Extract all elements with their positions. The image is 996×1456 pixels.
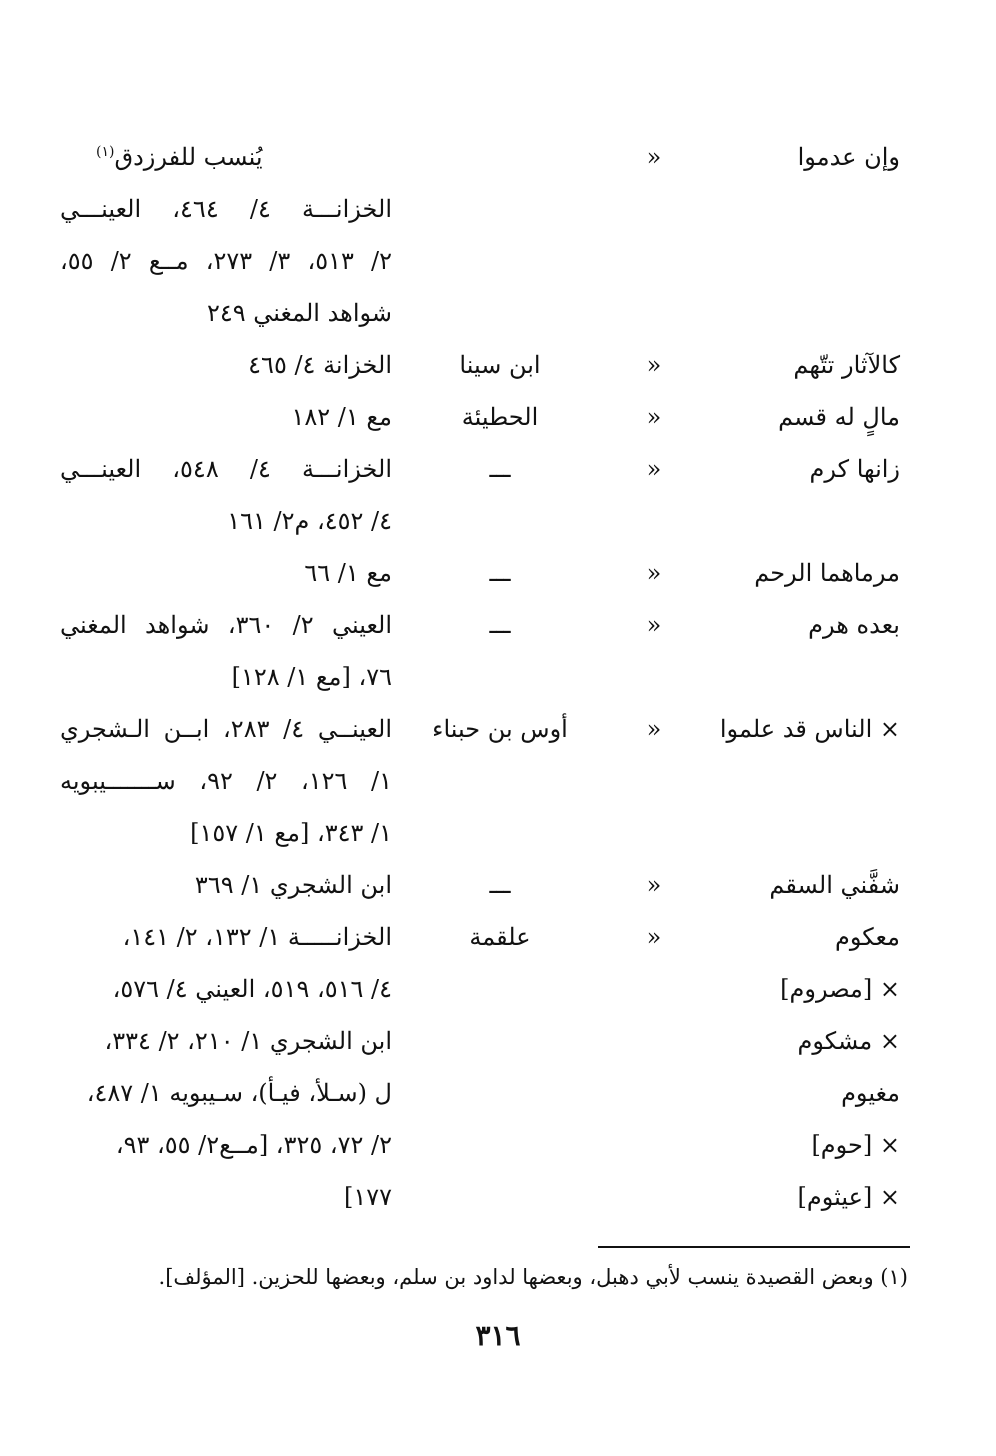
entry-word: مغيوم xyxy=(841,1079,900,1107)
entry-word: معكوم xyxy=(835,923,900,951)
entry-source: ٤/ ٤٥٢، م٢/ ١٦١ xyxy=(227,507,392,535)
entry-source: ١/ ١٢٦، ٢/ ٩٢، ســـــــيبويه xyxy=(60,767,392,795)
ditto-mark: « xyxy=(646,923,662,951)
ditto-mark: « xyxy=(646,715,662,743)
ditto-mark: « xyxy=(646,559,662,587)
entry-word: × [عيثوم] xyxy=(797,1183,900,1211)
entry-source: ٤/ ٥١٦، ٥١٩، العيني ٤/ ٥٧٦، xyxy=(112,975,392,1003)
entry-poet: أوس بن حبناء xyxy=(432,715,568,743)
entry-poet: ابن سينا xyxy=(459,351,541,379)
entry-source: ابن الشجري ١/ ٣٦٩ xyxy=(194,871,392,899)
footnote: (١) وبعض القصيدة ينسب لأبي دهبل، وبعضها لداود بن سلم، وبعضها للحزين. [المؤلف]. xyxy=(158,1265,908,1289)
entry-poet: ـــ xyxy=(489,871,511,899)
entry-poet: علقمة xyxy=(469,923,531,951)
ditto-mark: « xyxy=(646,143,662,171)
entry-source: ابن الشجري ١/ ٢١٠، ٢/ ٣٣٤، xyxy=(104,1027,392,1055)
entry-source: ٧٦، [مع ١/ ١٢٨] xyxy=(231,663,392,691)
entry-source: الخزانـــــة ١/ ١٣٢، ٢/ ١٤١، xyxy=(122,923,392,951)
entry-word: مالٍ له قسم xyxy=(778,403,900,431)
entry-word: شفَّني السقم xyxy=(769,871,900,899)
ditto-mark: « xyxy=(646,455,662,483)
entry-source: الخزانـــة ٤/ ٥٤٨، العينـــي xyxy=(60,455,392,483)
entry-source xyxy=(96,140,716,174)
entry-source: شواهد المغني ٢٤٩ xyxy=(206,299,392,327)
page-number: ٣١٦ xyxy=(475,1319,521,1352)
ditto-mark: « xyxy=(646,351,662,379)
entry-source: مع ١/ ١٨٢ xyxy=(291,403,392,431)
entry-word: × مشكوم xyxy=(797,1027,900,1055)
entry-source: ل (سـلأ، فيـأ)، سـيبويه ١/ ٤٨٧، xyxy=(86,1079,392,1107)
entry-word: زانها كرم xyxy=(809,455,900,483)
ditto-mark: « xyxy=(646,871,662,899)
entry-source: مع ١/ ٦٦ xyxy=(304,559,392,587)
entry-word: × [مصروم] xyxy=(780,975,900,1003)
entry-source: ١٧٧] xyxy=(343,1183,392,1211)
entry-source: ٢/ ٧٢، ٣٢٥، [مــع٢/ ٥٥، ٩٣، xyxy=(115,1131,392,1159)
entry-source: الخزانة ٤/ ٤٦٥ xyxy=(248,351,392,379)
entry-source: العيني ٢/ ٣٦٠، شواهد المغني xyxy=(60,611,392,639)
ditto-mark: « xyxy=(646,611,662,639)
entry-poet: ـــ xyxy=(489,455,511,483)
entry-poet: الحطيئة xyxy=(461,403,539,431)
entry-source: ١/ ٣٤٣، [مع ١/ ١٥٧] xyxy=(190,819,392,847)
entry-source: الخزانـــة ٤/ ٤٦٤، العينـــي xyxy=(60,195,392,223)
entry-word: × [حوم] xyxy=(811,1131,900,1159)
entry-source: ٢/ ٥١٣، ٣/ ٢٧٣، مــع ٢/ ٥٥، xyxy=(60,247,393,275)
entry-poet: ـــ xyxy=(489,611,511,639)
entry-poet: ـــ xyxy=(489,559,511,587)
entry-word: مرماهما الرحم xyxy=(754,559,900,587)
footnote-separator xyxy=(598,1246,910,1248)
footnote-reference: (١) xyxy=(96,144,115,160)
entry-word: × الناس قد علموا xyxy=(719,715,900,743)
entry-word: بعده هرم xyxy=(808,611,900,639)
entry-word: وإن عدموا xyxy=(797,143,900,171)
entry-source: العينــي ٤/ ٢٨٣، ابــن الـشجري xyxy=(60,715,392,743)
entry-word: كالآثار تتّهم xyxy=(793,351,900,379)
source-attribution: يُنسب للفرزدق xyxy=(114,143,263,171)
ditto-mark: « xyxy=(646,403,662,431)
